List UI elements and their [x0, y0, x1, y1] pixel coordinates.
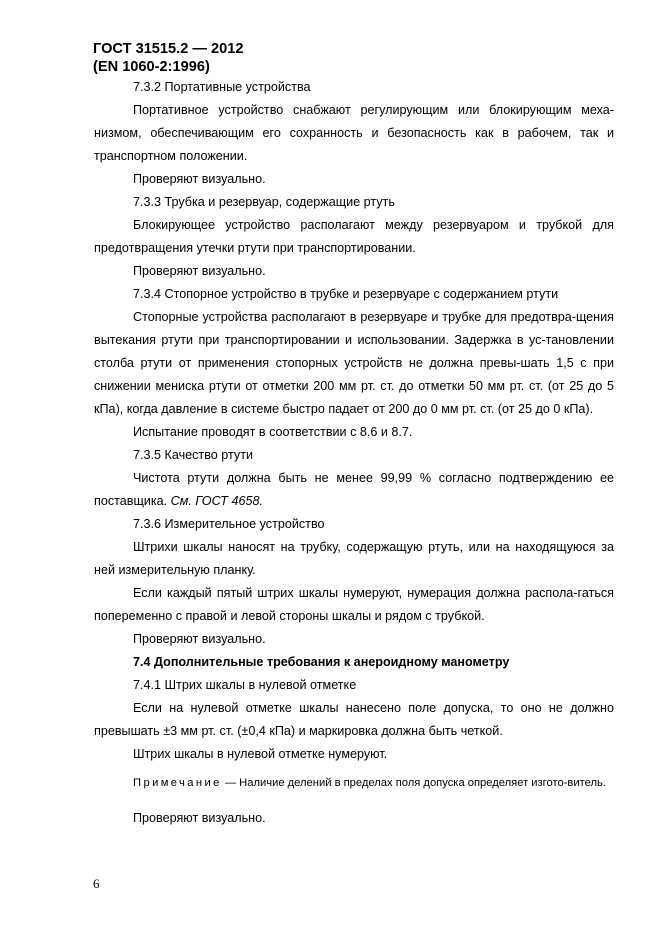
paragraph: Если на нулевой отметке шкалы нанесено поле допуска, то оно не должно превышать ±3 мм рт. ст. (±0,4 кПа) и маркировка должна быть четкой.: [94, 701, 614, 738]
paragraph: Штрих шкалы в нулевой отметке нумеруют.: [133, 747, 388, 761]
section-heading-7-3-6: 7.3.6 Измерительное устройство: [133, 517, 325, 531]
standard-designation: ГОСТ 31515.2 — 2012: [93, 41, 244, 57]
paragraph: Проверяют визуально.: [133, 172, 266, 186]
document-body: [94, 76, 614, 830]
section-heading-7-4-1: 7.4.1 Штрих шкалы в нулевой отметке: [133, 678, 357, 692]
section-heading-7-3-3: 7.3.3 Трубка и резервуар, содержащие ртуть: [133, 195, 395, 209]
paragraph: Испытание проводят в соответствии с 8.6 и 8.7.: [133, 425, 413, 439]
paragraph: Если каждый пятый штрих шкалы нумеруют, нумерация должна распола-гаться попеременно с правой и левой стороны шкалы и рядом с трубкой.: [94, 586, 614, 623]
document-header: [93, 40, 244, 76]
paragraph: Портативное устройство снабжают регулирующим или блокирующим меха-низмом, обеспечивающим его сохранность и безопасность как в рабочем, так и транспортном положении.: [94, 103, 614, 163]
section-heading-7-3-2: 7.3.2 Портативные устройства: [133, 80, 311, 94]
paragraph-text: Чистота ртути должна быть не менее 99,99 % согласно подтверждению ее поставщика.: [94, 471, 614, 508]
note: [94, 772, 614, 795]
paragraph: Стопорные устройства располагают в резервуаре и трубке для предотвра-щения вытекания ртути при транспортировании и использовании. Задержка в ус-тановлении столба ртути от применения стопорных устройств не должна превы-шать 1,5 с при снижении мениска ртути от отметки 200 мм рт. ст. до отметки 50 мм рт. ст. (от 25 до 5 кПа), когда давление в системе быстро падает от 200 до 0 мм рт. ст. (от 25 до 0 кПа).: [94, 310, 614, 416]
paragraph-mercury-purity: [94, 467, 614, 513]
paragraph: Проверяют визуально.: [133, 264, 266, 278]
paragraph-final: Проверяют визуально.: [133, 811, 266, 825]
note-label: Примечание: [133, 777, 222, 789]
paragraph: Штрихи шкалы наносят на трубку, содержащую ртуть, или на находящуюся за ней измерительную планку.: [94, 540, 614, 577]
section-heading-7-4: 7.4 Дополнительные требования к анероидному манометру: [133, 655, 510, 669]
standard-reference: См. ГОСТ 4658.: [170, 494, 263, 508]
paragraph: Блокирующее устройство располагают между резервуаром и трубкой для предотвращения утечки ртути при транспортировании.: [94, 218, 614, 255]
section-heading-7-3-4: 7.3.4 Стопорное устройство в трубке и резервуаре с содержанием ртути: [133, 287, 559, 301]
paragraph: Проверяют визуально.: [133, 632, 266, 646]
note-text: — Наличие делений в пределах поля допуска определяет изгото-витель.: [221, 777, 606, 789]
section-heading-7-3-5: 7.3.5 Качество ртути: [133, 448, 253, 462]
page-number: 6: [93, 876, 100, 891]
standard-equivalent: (EN 1060-2:1996): [93, 59, 210, 75]
